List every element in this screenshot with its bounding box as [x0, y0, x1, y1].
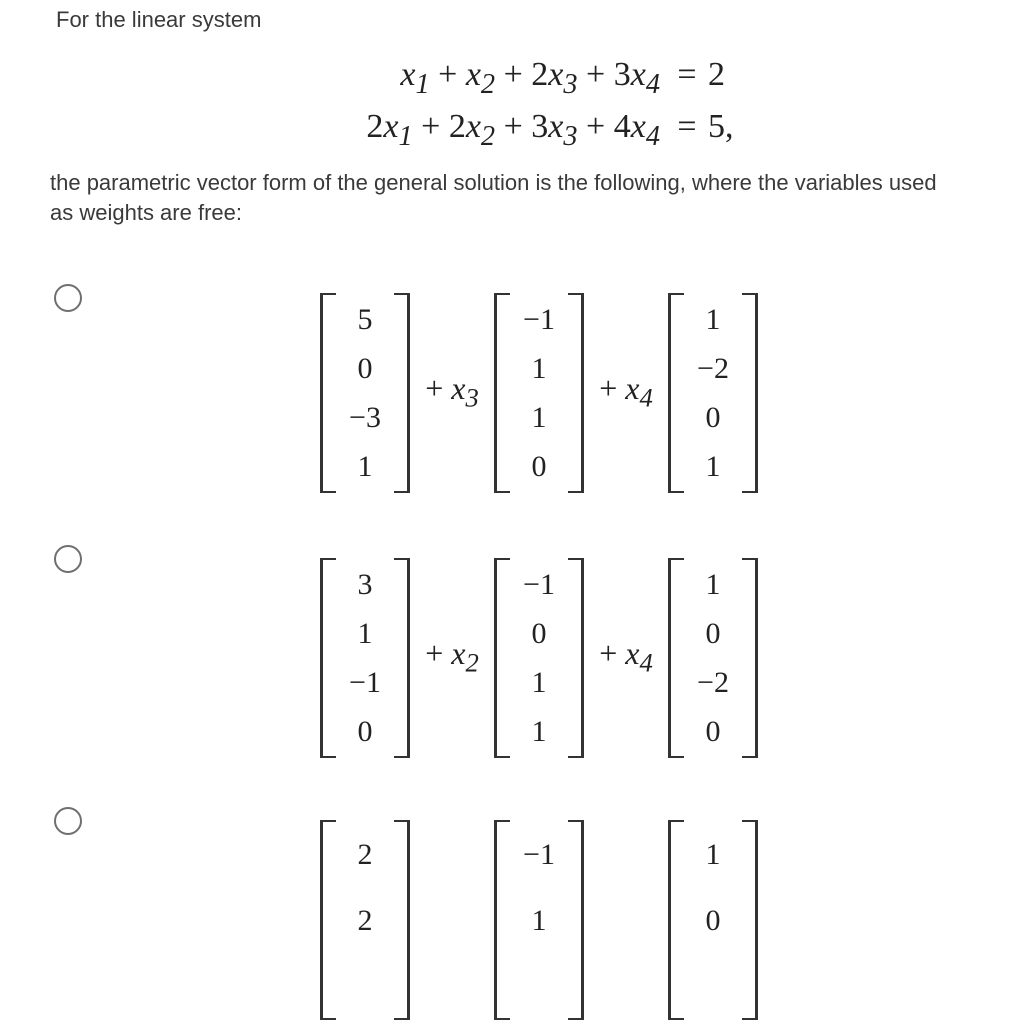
vector-entry: 1 — [531, 904, 547, 937]
eq2-coef-3: 3 — [531, 107, 549, 145]
answer-b-expression — [320, 553, 758, 763]
eq1-coef-3: 2 — [531, 56, 549, 93]
vector-entry: 0 — [705, 616, 721, 650]
eq2-term-3: $x_3$ — [548, 107, 578, 152]
answer-b-weight-1: + $x_2$ — [425, 635, 479, 678]
answer-a-vector-3 — [668, 293, 758, 493]
answer-b-radio[interactable] — [54, 545, 82, 573]
eq1-term-1: $x_1$ — [400, 56, 430, 100]
equation-2 — [300, 106, 734, 158]
answer-c-expression — [320, 815, 758, 1025]
answer-c-radio[interactable] — [54, 807, 82, 835]
equation-2-equals: = — [677, 107, 697, 145]
eq1-coef-4: 3 — [613, 56, 631, 93]
answer-c-vector-3 — [668, 820, 758, 1020]
equation-1 — [300, 54, 734, 106]
vector-entry: 1 — [531, 714, 547, 748]
equation-1-equals: = — [677, 56, 697, 93]
answer-a-expression — [320, 288, 758, 498]
equation-2-rhs: 5, — [708, 107, 734, 145]
question-stem: the parametric vector form of the general solution is the following, where the variables used as weights are free: — [50, 170, 937, 225]
answer-c-vector-2 — [494, 820, 584, 1020]
vector-entry: −2 — [697, 665, 729, 699]
answer-a-radio[interactable] — [54, 284, 82, 312]
answer-b-vector-1 — [320, 558, 410, 758]
eq2-term-1: $x_1$ — [383, 107, 413, 152]
answer-c-vector-1 — [320, 820, 410, 1020]
vector-entry: 0 — [357, 714, 373, 748]
answer-a-weight-1: + $x_3$ — [425, 370, 479, 413]
answer-option-a — [0, 280, 1024, 540]
vector-entry: −1 — [523, 567, 555, 601]
vector-entry: 1 — [705, 449, 721, 483]
eq2-coef-1: 2 — [366, 107, 384, 145]
eq2-op-3: + — [586, 107, 614, 145]
eq2-term-2: $x_2$ — [465, 107, 496, 152]
equation-1-lhs — [300, 54, 668, 106]
weight-variable-index: 4 — [639, 647, 653, 678]
weight-variable-index: 2 — [465, 647, 479, 678]
linear-system — [300, 54, 734, 158]
vector-entry: 0 — [531, 616, 547, 650]
eq2-coef-4: 4 — [613, 107, 631, 145]
answer-a-vector-1 — [320, 293, 410, 493]
vector-entry: 1 — [531, 665, 547, 699]
vector-entry: 1 — [705, 567, 721, 601]
answer-option-c — [0, 805, 1024, 937]
vector-entry: 1 — [705, 838, 721, 871]
eq2-coef-2: 2 — [448, 107, 466, 145]
answer-b-vector-2 — [494, 558, 584, 758]
answer-a-vector-2 — [494, 293, 584, 493]
vector-entry: −1 — [523, 302, 555, 336]
vector-entry: 3 — [357, 567, 373, 601]
vector-entry: 2 — [357, 904, 373, 937]
answer-b-vector-3 — [668, 558, 758, 758]
vector-entry: −1 — [523, 838, 555, 871]
eq1-op-1: + — [438, 56, 466, 93]
weight-variable: $x_3$ — [451, 370, 479, 413]
eq2-op-2: + — [503, 107, 532, 145]
eq1-op-2: + — [503, 56, 532, 93]
eq2-op-1: + — [421, 107, 449, 145]
vector-entry: 1 — [705, 302, 721, 336]
weight-variable: $x_4$ — [625, 635, 653, 678]
question-intro: For the linear system — [56, 7, 262, 32]
vector-entry: 5 — [357, 302, 373, 336]
vector-entry: 1 — [531, 400, 547, 434]
eq1-term-4: $x_4$ — [630, 56, 660, 100]
vector-entry: 1 — [357, 449, 373, 483]
vector-entry: 0 — [705, 904, 721, 937]
answer-option-b — [0, 543, 1024, 803]
vector-entry: 1 — [531, 351, 547, 385]
eq1-op-3: + — [586, 56, 614, 93]
eq2-term-4: $x_4$ — [630, 107, 660, 152]
vector-entry: 2 — [357, 838, 373, 871]
vector-entry: −1 — [349, 665, 381, 699]
vector-entry: −3 — [349, 400, 381, 434]
vector-entry: 0 — [705, 400, 721, 434]
vector-entry: 0 — [357, 351, 373, 385]
equation-1-rhs: 2 — [708, 56, 725, 93]
vector-entry: 0 — [531, 449, 547, 483]
vector-entry: −2 — [697, 351, 729, 385]
vector-entry: 0 — [705, 714, 721, 748]
answer-b-weight-2: + $x_4$ — [599, 635, 653, 678]
answer-a-weight-2: + $x_4$ — [599, 370, 653, 413]
equation-2-lhs — [300, 106, 668, 158]
weight-variable: $x_4$ — [625, 370, 653, 413]
eq1-term-3: $x_3$ — [548, 56, 578, 100]
weight-variable-index: 4 — [639, 382, 653, 413]
vector-entry: 1 — [357, 616, 373, 650]
weight-variable: $x_2$ — [451, 635, 479, 678]
eq1-term-2: $x_2$ — [465, 56, 496, 100]
weight-variable-index: 3 — [465, 382, 479, 413]
